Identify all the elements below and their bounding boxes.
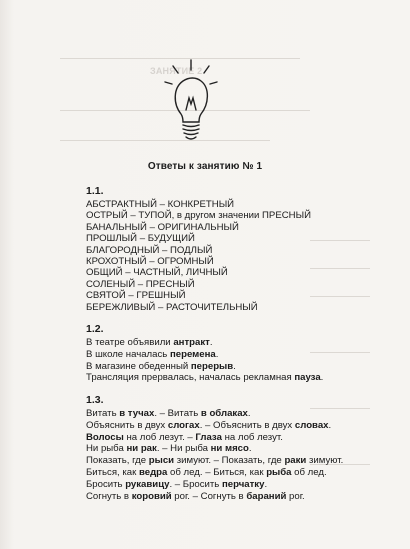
antonym-pair: ОСТРЫЙ – ТУПОЙ, в другом значении ПРЕСНЫЙ — [86, 210, 311, 222]
sentence-line: В магазине обеденный перерыв. — [86, 360, 236, 372]
answer-word: антракт — [173, 337, 210, 348]
antonym-pair: БЛАГОРОДНЫЙ – ПОДЛЫЙ — [86, 244, 213, 256]
bleed-through-heading: ЗАНЯТИЕ 2 — [150, 66, 203, 76]
answer-word: пауза — [294, 372, 321, 384]
antonym-pair: АБСТРАКТНЫЙ – КОНКРЕТНЫЙ — [86, 199, 235, 210]
idiom-line: Витать в тучах. – Витать в облаках. — [86, 408, 251, 419]
lightbulb-icon — [163, 58, 219, 148]
sentence-line: В школе началась перемена. — [86, 348, 219, 360]
section-number: 1.1. — [86, 185, 104, 197]
bleed-through-rule — [310, 296, 370, 297]
answer-word: перемена — [169, 348, 216, 360]
answers-section-1-1 — [86, 185, 311, 313]
idiom-line: Биться, как ведра об лед. – Биться, как рыба об лед. — [86, 466, 327, 478]
antonym-pair: СОЛЕНЫЙ – ПРЕСНЫЙ — [86, 278, 195, 290]
antonym-pair: ОБЩИЙ – ЧАСТНЫЙ, ЛИЧНЫЙ — [86, 267, 228, 279]
answers-section-1-3 — [86, 394, 343, 502]
bleed-through-rule — [310, 268, 370, 269]
page-title: Ответы к занятию № 1 — [147, 161, 263, 172]
sentence-line: Трансляция прервалась, началась рекламная пауза. — [86, 372, 324, 384]
idiom-line: Согнуть в коровий рог. – Согнуть в бараний рог. — [86, 490, 305, 502]
antonym-pair: БАНАЛЬНЫЙ – ОРИГИНАЛЬНЫЙ — [86, 221, 239, 233]
bleed-through-rule — [310, 240, 370, 241]
sentence-line: В театре объявили антракт. — [86, 337, 213, 348]
answer-word: перерыв — [190, 360, 234, 372]
section-number: 1.3. — [86, 394, 104, 406]
idiom-line: Волосы на лоб лезут. – Глаза на лоб лезут. — [86, 431, 283, 443]
answers-section-1-2 — [86, 323, 323, 384]
section-number: 1.2. — [86, 323, 104, 335]
idiom-line: Ни рыба ни рак. – Ни рыба ни мясо. — [86, 443, 252, 455]
antonym-pair: БЕРЕЖЛИВЫЙ – РАСТОЧИТЕЛЬНЫЙ — [86, 301, 258, 313]
antonym-pair: СВЯТОЙ – ГРЕШНЫЙ — [86, 290, 186, 302]
idiom-line: Показать, где рыси зимуют. – Показать, где раки зимуют. — [86, 455, 344, 467]
idiom-line: Объяснить в двух слогах. – Объяснить в двух словах. — [86, 419, 332, 431]
antonym-pair: КРОХОТНЫЙ – ОГРОМНЫЙ — [86, 256, 214, 268]
antonym-pair: ПРОШЛЫЙ – БУДУЩИЙ — [86, 233, 195, 245]
idiom-line: Бросить рукавицу. – Бросить перчатку. — [86, 478, 268, 490]
